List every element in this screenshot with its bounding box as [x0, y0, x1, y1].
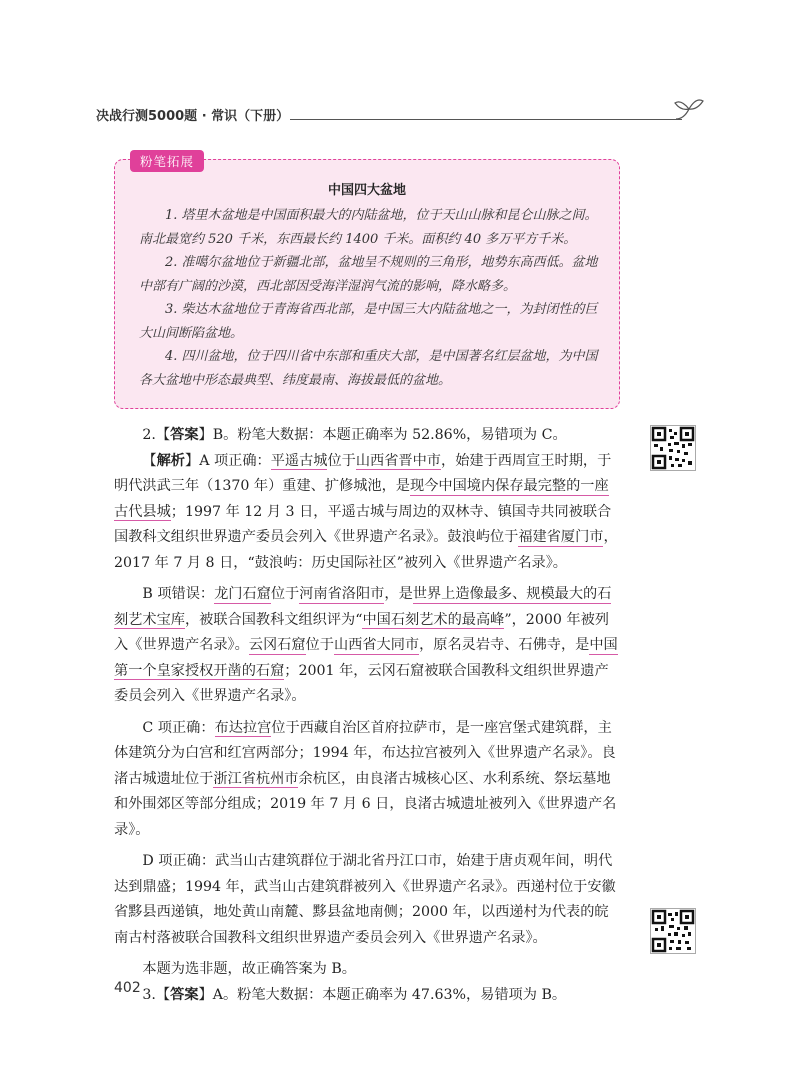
conclusion: 本题为选非题，故正确答案为 B。: [142, 961, 356, 977]
analysis-label: 解析: [156, 452, 185, 469]
q2-answer-line: 2.【答案】B。粉笔大数据：本题正确率为 52.86%，易错项为 C。: [142, 427, 567, 443]
extension-tag: 粉笔拓展: [130, 150, 204, 172]
answer-label: 答案: [170, 986, 199, 1003]
sprout-icon: [672, 95, 706, 121]
extension-paragraph: 4. 四川盆地，位于四川省中东部和重庆大部，是中国著名红层盆地，为中国各大盆地中形态最典型、纬度最南、海拔最低的盆地。: [139, 349, 598, 388]
extension-paragraph: 3. 柴达木盆地位于青海省西北部，是中国三大内陆盆地之一，为封闭性的巨大山间断陷盆地。: [139, 302, 598, 341]
analysis-c: C 项正确：布达拉宫位于西藏自治区首府拉萨市，是一座宫堡式建筑群，主体建筑分为白宫和红宫两部分；1994 年，布达拉宫被列入《世界遗产名录》。良渚古城遗址位于浙江省杭州市余杭区，由良渚古城核心区、水利系统、祭坛墓地和外围郊区等部分组成；2019 年 7 月 6 日，良渚古城遗址被列入《世界遗产名录》。: [114, 719, 617, 838]
qr-code-icon[interactable]: [650, 425, 696, 471]
answer-label: 答案: [170, 427, 199, 443]
analysis-d: D 项正确：武当山古建筑群位于湖北省丹江口市，始建于唐贞观年间，明代达到鼎盛；1994 年，武当山古建筑群被列入《世界遗产名录》。西递村位于安徽省黟县西递镇，地处黄山南麓、黟县盆地南侧；2000 年，以西递村为代表的皖南古村落被联合国教科文组织世界遗产委员会列入《世界遗产名录》。: [114, 853, 616, 946]
extension-paragraph: 1. 塔里木盆地是中国面积最大的内陆盆地，位于天山山脉和昆仑山脉之间。南北最宽约 520 千米，东西最长约 1400 千米。面积约 40 多万平方千米。: [139, 208, 598, 247]
extension-title: 中国四大盆地: [327, 183, 406, 198]
extension-body: [139, 204, 602, 392]
analysis-b: B 项错误：龙门石窟位于河南省洛阳市，是世界上造像最多、规模最大的石刻艺术宝库，被联合国教科文组织评为“中国石刻艺术的最高峰”，2000 年被列入《世界遗产名录》。云冈石窟位于山西省大同市，原名灵岩寺、石佛寺，是中国第一个皇家授权开凿的石窟；2001 年，云冈石窟被联合国教科文组织世界遗产委员会列入《世界遗产名录》。: [114, 586, 618, 704]
page-number: 402: [114, 980, 141, 996]
q3-answer-line: 3.【答案】A。粉笔大数据：本题正确率为 47.63%，易错项为 B。: [142, 986, 567, 1003]
analysis-a: 【解析】A 项正确：平遥古城位于山西省晋中市，始建于西周宣王时期，于明代洪武三年（1370 年）重建、扩修城池，是现今中国境内保存最完整的一座古代县城；1997 年 12 月 3 日，平遥古城与周边的双林寺、镇国寺共同被联合国教科文组织世界遗产委员会列入《世界遗产名录》。鼓浪屿位于福建省厦门市，2017 年 7 月 8 日，“鼓浪屿：历史国际社区”被列入《世界遗产名录》。: [114, 452, 618, 571]
answer-section: [114, 423, 622, 1008]
extension-paragraph: 2. 准噶尔盆地位于新疆北部，盆地呈不规则的三角形，地势东高西低。盆地中部有广阔的沙漠，西北部因受海洋湿润气流的影响，降水略多。: [139, 255, 598, 294]
book-title: 决战行测5000题 · 常识（下册）: [96, 109, 290, 124]
header-rule: [290, 119, 682, 120]
qr-code-icon[interactable]: [650, 908, 696, 954]
